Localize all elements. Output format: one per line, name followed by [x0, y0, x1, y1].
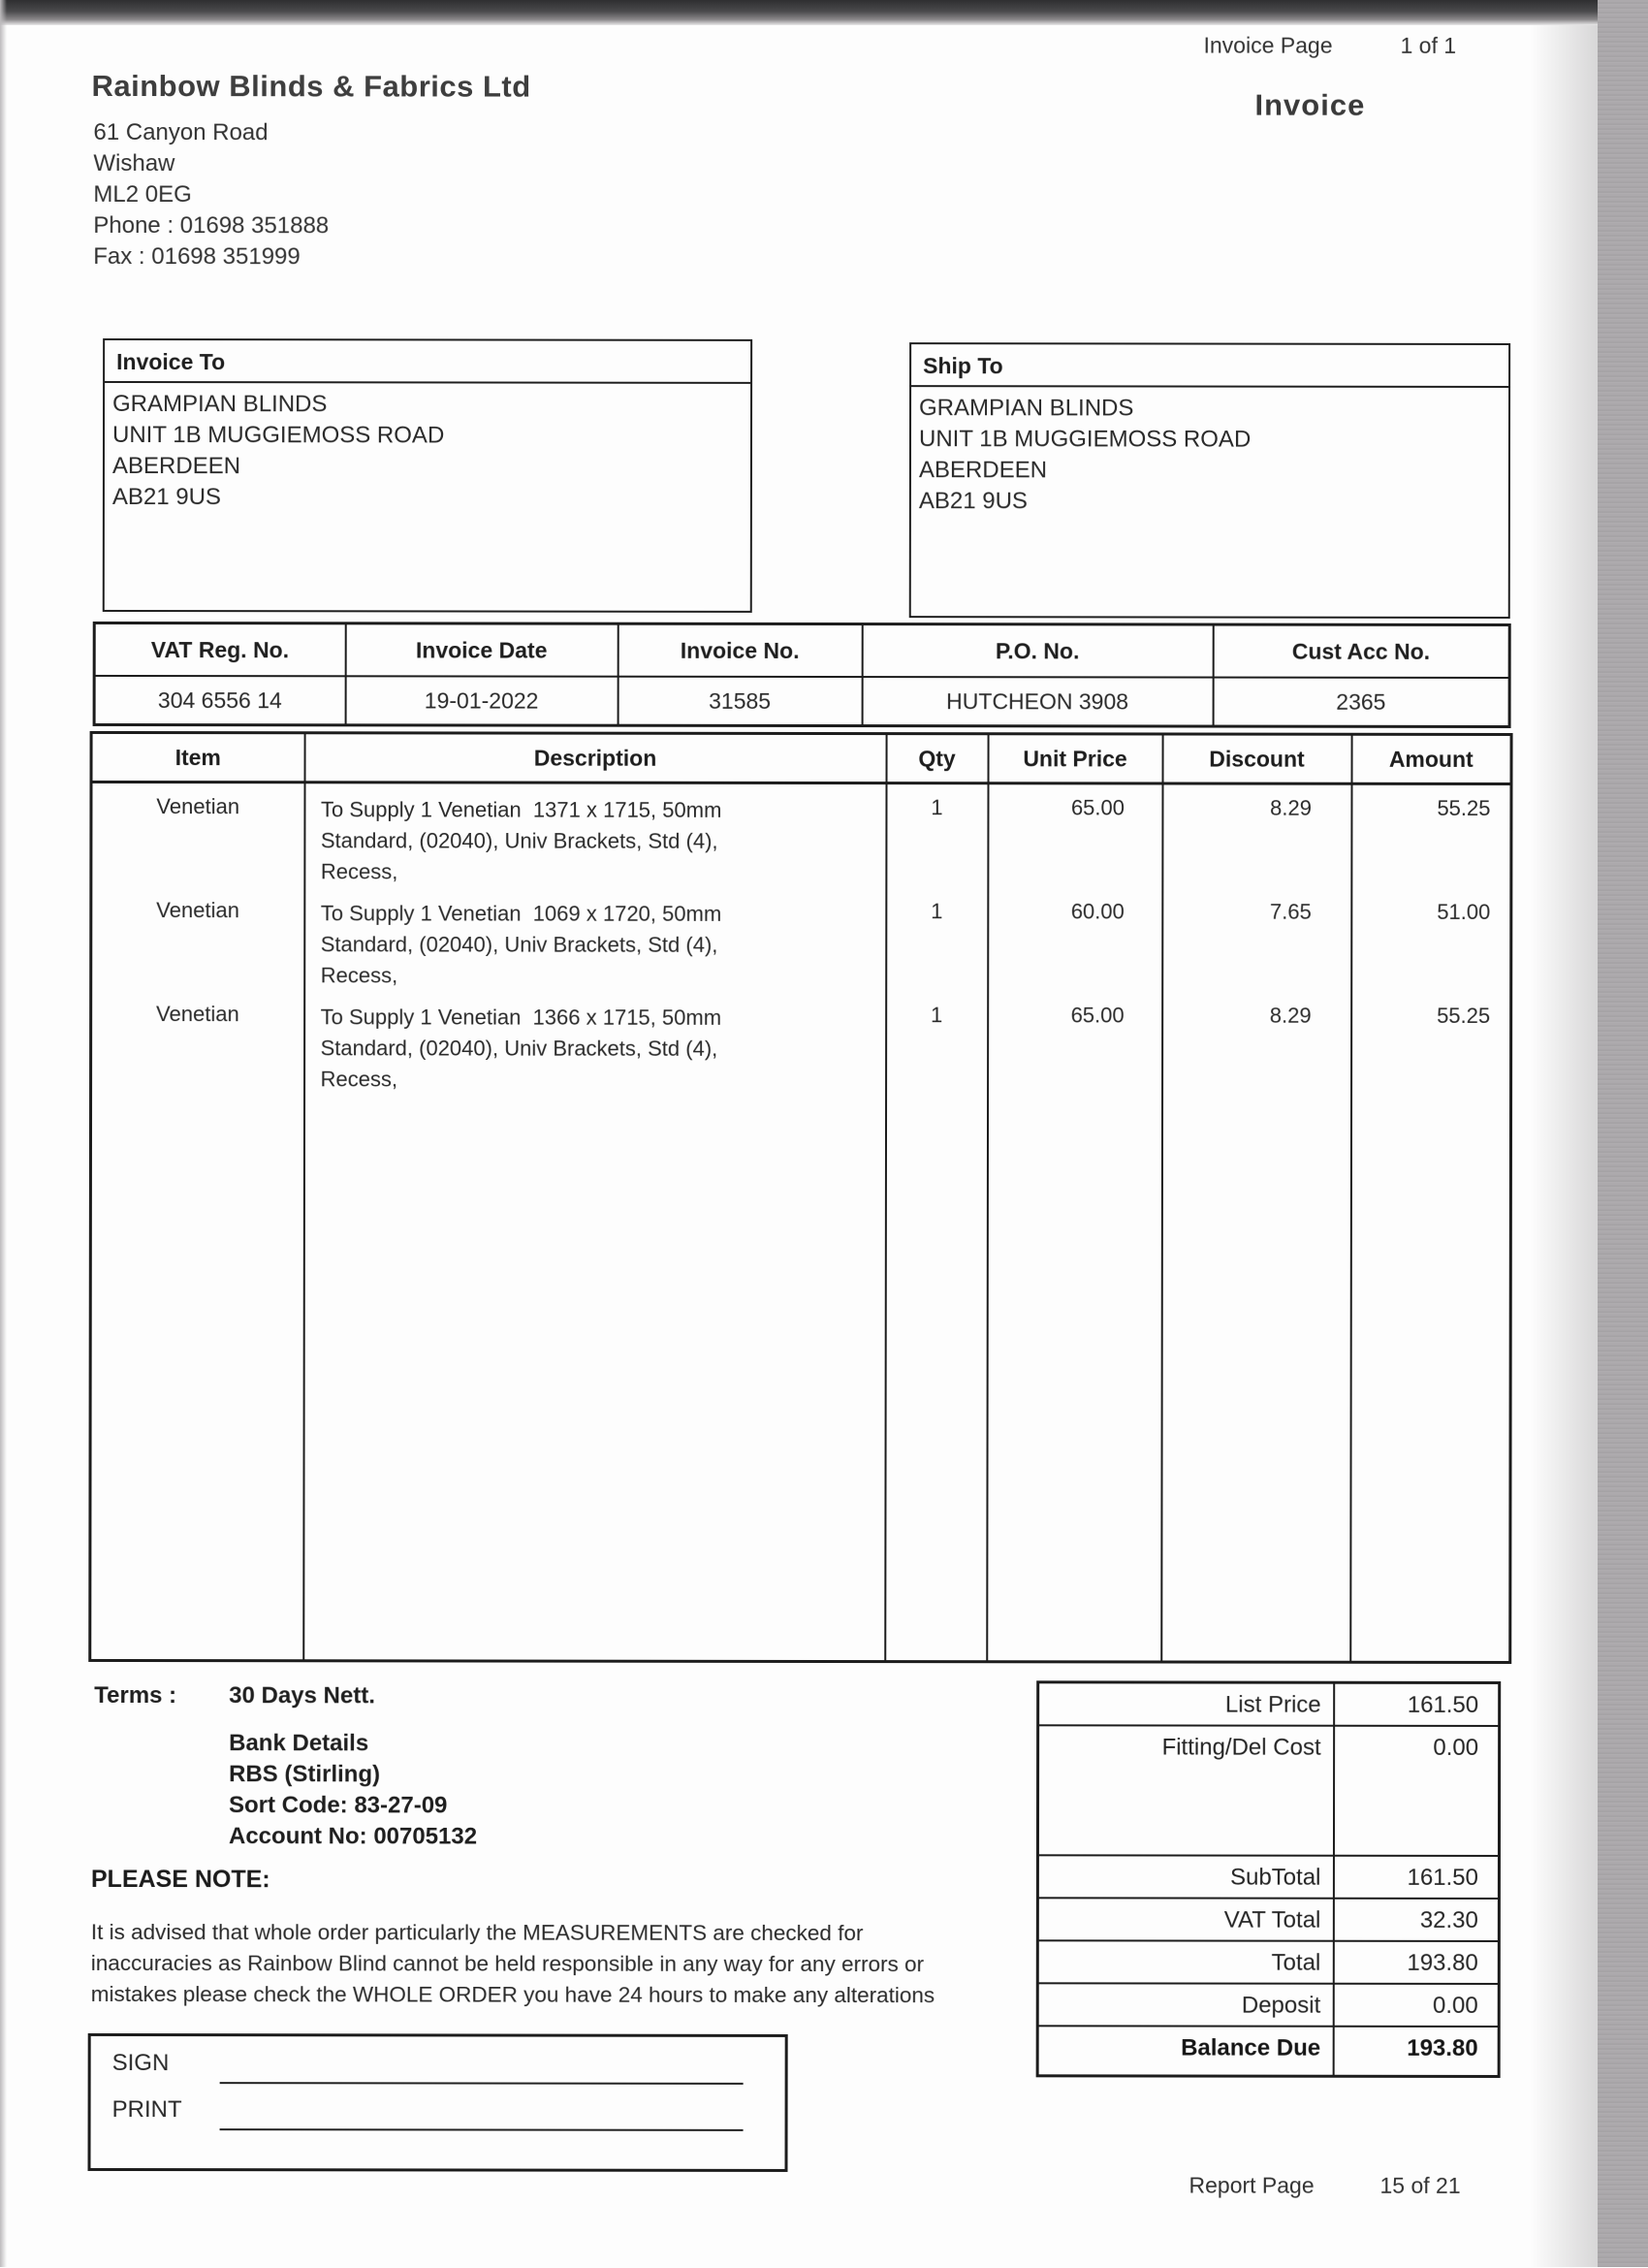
- totals-row-balance-due: [1037, 2026, 1499, 2077]
- scan-top-edge-band: [0, 0, 1648, 25]
- bank-account-no: Account No: 00705132: [228, 1823, 478, 1850]
- item-3-unit-price: 65.00: [987, 992, 1162, 1662]
- ship-to-line1: GRAMPIAN BLINDS: [919, 395, 1134, 422]
- bank-name: RBS (Stirling): [229, 1761, 381, 1788]
- ship-to-address: [911, 387, 1508, 518]
- invoice-title: Invoice: [1254, 87, 1366, 122]
- invoice-to-line3: ABERDEEN: [111, 452, 241, 480]
- totals-row-deposit: [1037, 1983, 1499, 2027]
- totals-row-list-price: [1038, 1682, 1500, 1726]
- meta-header-vat-reg: VAT Reg. No.: [94, 623, 345, 676]
- list-price-label: List Price: [1038, 1682, 1334, 1725]
- item-1-name: Venetian: [156, 794, 240, 819]
- item-2-amount: 51.00: [1351, 889, 1511, 993]
- item-2-name: Venetian: [156, 898, 239, 923]
- item-3-desc-line1: To Supply 1 Venetian 1366 x 1715, 50mm: [320, 1005, 722, 1030]
- meta-value-vat-reg: 304 6556 14: [157, 687, 282, 713]
- meta-value-row: [94, 676, 1509, 727]
- item-1-desc-line2: Standard, (02040), Univ Brackets, Std (4),: [320, 828, 718, 853]
- sign-line: [220, 2082, 744, 2085]
- company-phone: Phone : 01698 351888: [93, 211, 330, 240]
- invoice-to-line1: GRAMPIAN BLINDS: [112, 390, 328, 418]
- item-2-desc-line1: To Supply 1 Venetian 1069 x 1720, 50mm: [320, 901, 722, 926]
- item-2-description: [304, 887, 886, 992]
- balance-due-label: Balance Due: [1037, 2026, 1333, 2076]
- meta-value-invoice-no: 31585: [618, 677, 862, 726]
- invoice-to-box: [103, 338, 752, 613]
- items-header-amount: Amount: [1351, 734, 1511, 783]
- item-3-desc-line2: Standard, (02040), Univ Brackets, Std (4),: [320, 1036, 718, 1061]
- item-3-description: [303, 991, 886, 1661]
- invoice-to-title: Invoice To: [105, 340, 750, 384]
- items-header-row: [91, 732, 1511, 783]
- signature-box: [88, 2033, 788, 2172]
- item-1-desc-line1: To Supply 1 Venetian 1371 x 1715, 50mm: [320, 797, 722, 822]
- bank-details: [229, 1728, 477, 1852]
- subtotal-value: 161.50: [1333, 1855, 1499, 1898]
- item-3-desc-line3: Recess,: [320, 1067, 398, 1092]
- item-3-name: Venetian: [156, 1002, 239, 1027]
- scan-right-shadow: [1530, 0, 1598, 2267]
- subtotal-label: SubTotal: [1037, 1855, 1333, 1898]
- meta-header-row: [94, 623, 1509, 678]
- item-2-desc-line3: Recess,: [320, 963, 398, 988]
- invoice-page-label: Invoice Page: [1203, 32, 1333, 58]
- company-address-line2: Wishaw: [93, 149, 175, 177]
- line-items-table: [88, 731, 1512, 1664]
- table-row: [91, 782, 1511, 889]
- report-page-value: 15 of 21: [1379, 2172, 1461, 2198]
- bank-details-title: Bank Details: [229, 1730, 369, 1757]
- please-note-body: It is advised that whole order particularly the MEASUREMENTS are checked for inaccuracies as Rainbow Blind cannot be held responsible in any way for any errors or mistakes please check the WHOLE ORDER you have 24 hours to make any alterations: [90, 1919, 935, 2008]
- item-2-discount: 7.65: [1162, 888, 1351, 992]
- company-fax: Fax : 01698 351999: [93, 242, 301, 271]
- terms-label: Terms :: [94, 1681, 177, 1709]
- ship-to-line2: UNIT 1B MUGGIEMOSS ROAD: [918, 426, 1252, 453]
- fitting-del-cost-value: 0.00: [1333, 1725, 1499, 1855]
- company-address: [93, 117, 329, 272]
- vat-total-value: 32.30: [1333, 1898, 1499, 1940]
- item-3-amount: 55.25: [1350, 993, 1511, 1663]
- invoice-page-value: 1 of 1: [1400, 32, 1457, 58]
- item-1-desc-line3: Recess,: [320, 859, 398, 884]
- item-3-qty: 1: [885, 992, 988, 1662]
- total-label: Total: [1037, 1940, 1333, 1983]
- item-1-discount: 8.29: [1162, 783, 1351, 889]
- item-1-qty: 1: [886, 783, 988, 889]
- table-row: [91, 887, 1511, 993]
- meta-header-cust-acc: Cust Acc No.: [1213, 624, 1509, 678]
- meta-header-invoice-no: Invoice No.: [618, 623, 862, 677]
- company-address-line1: 61 Canyon Road: [93, 118, 269, 146]
- sign-label: SIGN: [111, 2049, 170, 2077]
- meta-value-invoice-date: 19-01-2022: [345, 676, 618, 725]
- totals-row-fitting-cost: [1037, 1725, 1499, 1856]
- totals-box: [1036, 1680, 1502, 2078]
- table-row: [90, 991, 1511, 1663]
- ship-to-line4: AB21 9US: [918, 488, 1029, 515]
- totals-row-vat-total: [1037, 1898, 1499, 1941]
- company-name: Rainbow Blinds & Fabrics Ltd: [91, 68, 531, 104]
- report-page-label: Report Page: [1188, 2172, 1315, 2198]
- items-header-item: Item: [91, 732, 304, 782]
- terms-value: 30 Days Nett.: [229, 1682, 375, 1709]
- meta-header-invoice-date: Invoice Date: [345, 623, 618, 677]
- deposit-label: Deposit: [1037, 1983, 1333, 2026]
- items-header-qty: Qty: [886, 734, 988, 783]
- item-1-amount: 55.25: [1351, 783, 1511, 889]
- invoice-to-address: [105, 383, 750, 514]
- vat-total-label: VAT Total: [1037, 1898, 1333, 1940]
- totals-row-subtotal: [1037, 1855, 1499, 1899]
- invoice-to-line4: AB21 9US: [111, 483, 222, 511]
- invoice-meta-table: [93, 622, 1511, 728]
- ship-to-line3: ABERDEEN: [918, 457, 1048, 484]
- please-note-title: PLEASE NOTE:: [90, 1865, 270, 1894]
- print-label: PRINT: [111, 2095, 182, 2124]
- meta-header-po-no: P.O. No.: [862, 624, 1213, 678]
- company-address-line3: ML2 0EG: [93, 180, 192, 208]
- item-2-desc-line2: Standard, (02040), Univ Brackets, Std (4),: [320, 932, 718, 957]
- scan-left-edge-band: [0, 0, 7, 2267]
- total-value: 193.80: [1333, 1940, 1499, 1983]
- item-3-discount: 8.29: [1161, 992, 1351, 1662]
- meta-value-po-no: HUTCHEON 3908: [862, 677, 1213, 726]
- item-2-unit-price: 60.00: [988, 888, 1162, 992]
- totals-row-total: [1037, 1940, 1499, 1984]
- items-header-discount: Discount: [1162, 734, 1351, 783]
- print-line: [220, 2128, 744, 2131]
- invoice-to-line2: UNIT 1B MUGGIEMOSS ROAD: [111, 421, 445, 449]
- scan-right-edge-band: [1598, 0, 1648, 2267]
- fitting-del-cost-label: Fitting/Del Cost: [1037, 1725, 1333, 1855]
- item-1-description: [304, 783, 886, 888]
- item-1-unit-price: 65.00: [988, 783, 1162, 889]
- items-header-unit-price: Unit Price: [988, 734, 1162, 783]
- meta-value-cust-acc: 2365: [1213, 678, 1509, 727]
- item-2-qty: 1: [886, 888, 988, 992]
- bank-sort-code: Sort Code: 83-27-09: [229, 1792, 448, 1819]
- list-price-value: 161.50: [1407, 1691, 1479, 1718]
- items-header-description: Description: [304, 733, 886, 783]
- deposit-value: 0.00: [1333, 1983, 1499, 2026]
- balance-due-value: 193.80: [1333, 2026, 1499, 2076]
- ship-to-box: [909, 342, 1510, 619]
- ship-to-title: Ship To: [911, 344, 1508, 388]
